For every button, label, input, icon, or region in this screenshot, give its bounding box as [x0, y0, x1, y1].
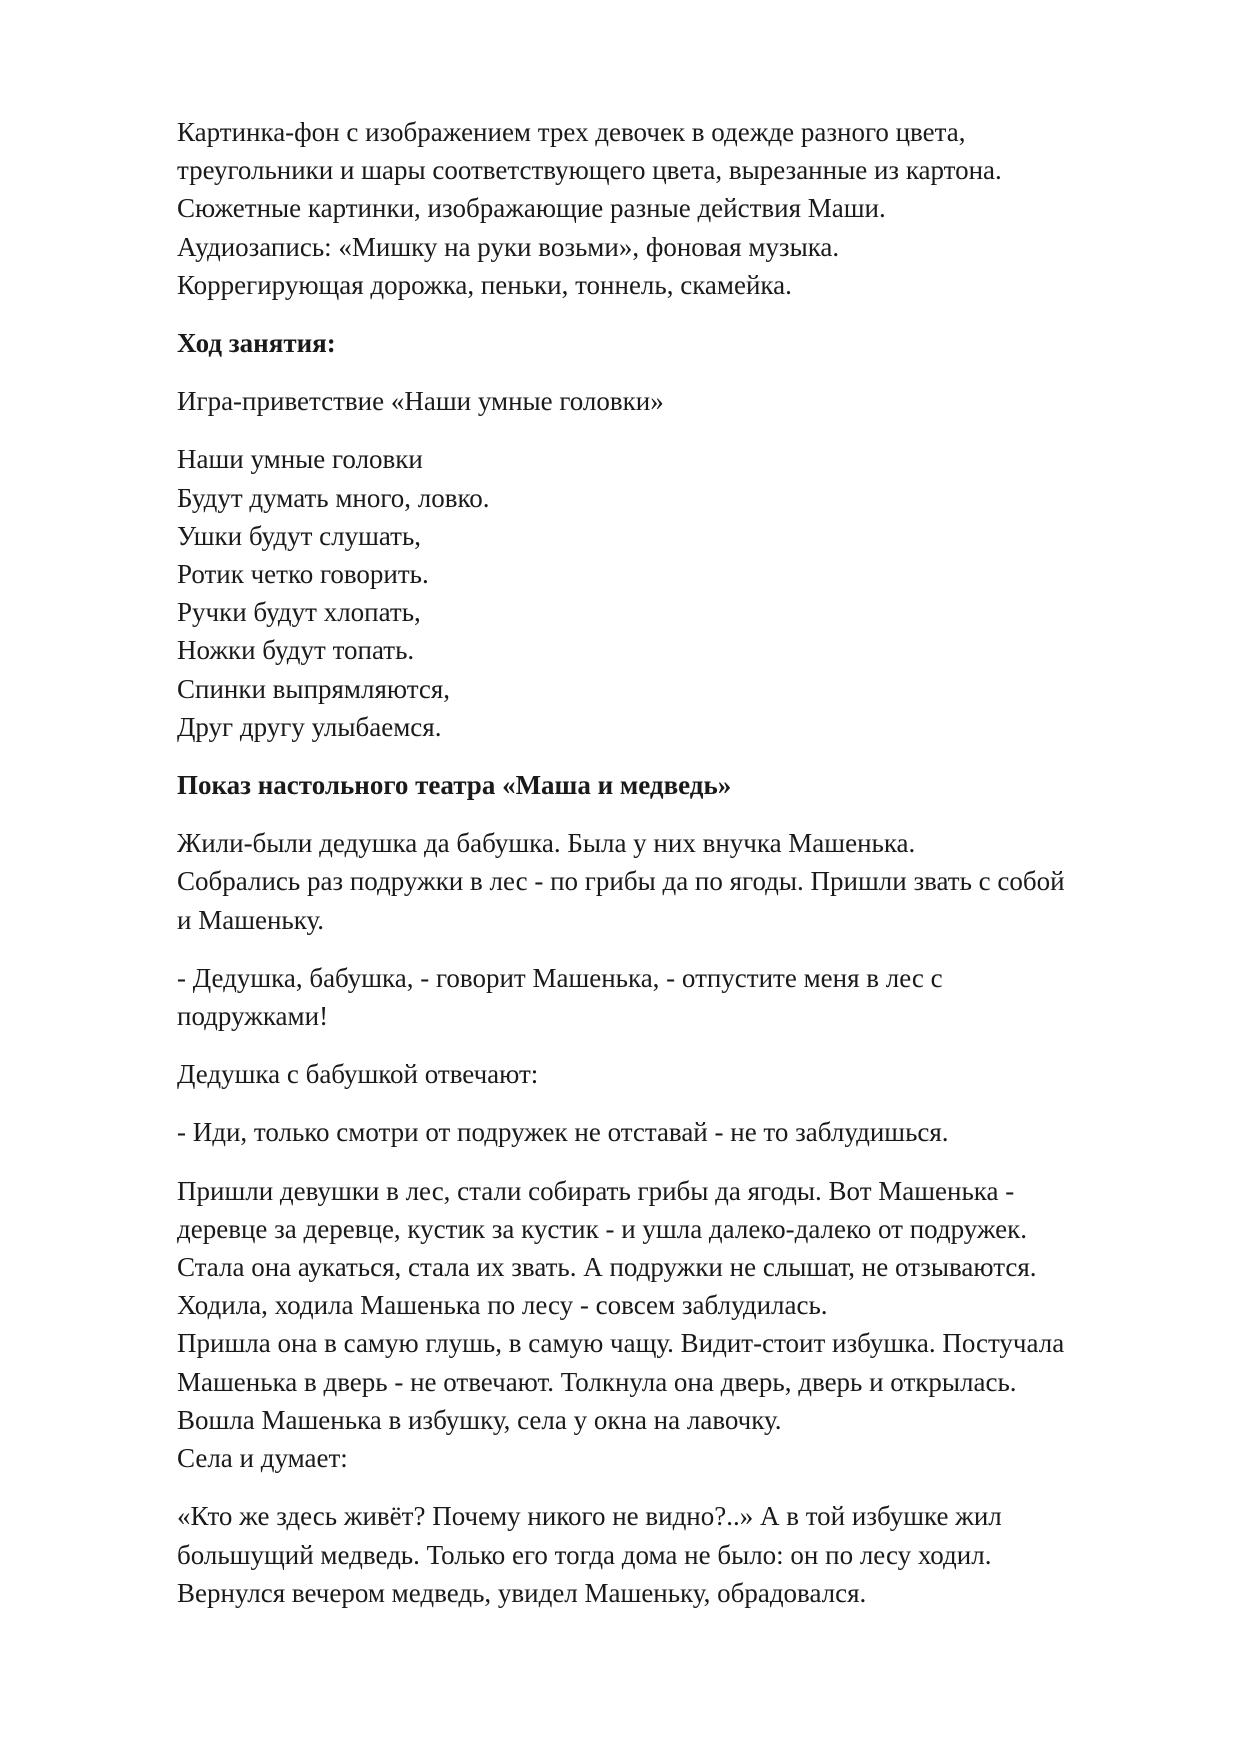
poem-line: Ручки будут хлопать, [177, 597, 421, 628]
poem-line: Ротик четко говорить. [177, 559, 429, 590]
story-line: - Иди, только смотри от подружек не отставай - не то заблудишься. [177, 1117, 949, 1148]
materials-line: Аудиозапись: «Мишку на руки возьми», фоновая музыка. [177, 231, 840, 262]
story-line: Дедушка с бабушкой отвечают: [177, 1059, 539, 1090]
greeting-title: Игра-приветствие «Наши умные головки» [177, 386, 664, 417]
document-page [177, 113, 1167, 1632]
story-line: Вернулся вечером медведь, увидел Машеньку, обрадовался. [177, 1577, 867, 1608]
story-line: Собрались раз подружки в лес - по грибы да по ягоды. Пришли звать с собой [177, 866, 1065, 897]
materials-list [177, 113, 1167, 304]
poem-line: Друг другу улыбаемся. [177, 711, 442, 742]
story-paragraph-2 [177, 959, 1167, 1035]
story-line: подружками! [177, 1001, 329, 1032]
story-paragraph-3 [177, 1055, 1167, 1093]
story-line: Стала она аукаться, стала их звать. А подружки не слышат, не отзываются. [177, 1252, 1037, 1283]
story-line: Пришли девушки в лес, стали собирать грибы да ягоды. Вот Машенька - [177, 1175, 1015, 1206]
materials-line: Коррегирующая дорожка, пеньки, тоннель, скамейка. [177, 269, 792, 300]
story-line: Жили-были дедушка да бабушка. Была у них внучка Машенька. [177, 828, 916, 859]
story-line: деревце за деревце, кустик за кустик - и ушла далеко-далеко от подружек. [177, 1213, 1028, 1244]
poem-line: Наши умные головки [177, 444, 423, 475]
story-line: Ходила, ходила Машенька по лесу - совсем заблудилась. [177, 1290, 828, 1321]
poem-line: Ножки будут топать. [177, 635, 415, 666]
materials-line: Картинка-фон с изображением трех девочек в одежде разного цвета, [177, 117, 966, 147]
poem-line: Ушки будут слушать, [177, 520, 422, 551]
course-heading: Ход занятия: [177, 328, 336, 359]
story-paragraph-6 [177, 1497, 1167, 1612]
poem-line: Будут думать много, ловко. [177, 482, 490, 513]
story-line: Села и думает: [177, 1443, 348, 1474]
story-paragraph-5 [177, 1172, 1167, 1478]
story-line: большущий медведь. Только его тогда дома не было: он по лесу ходил. [177, 1539, 992, 1570]
story-paragraph-1 [177, 824, 1167, 939]
poem-line: Спинки выпрямляются, [177, 673, 451, 704]
story-line: Машенька в дверь - не отвечают. Толкнула она дверь, дверь и открылась. [177, 1366, 1017, 1397]
story-line: «Кто же здесь живёт? Почему никого не видно?..» А в той избушке жил [177, 1501, 1002, 1532]
materials-line: треугольники и шары соответствующего цвета, вырезанные из картона. [177, 155, 1002, 186]
story-paragraph-4 [177, 1113, 1167, 1151]
story-line: Пришла она в самую глушь, в самую чащу. Видит-стоит избушка. Постучала [177, 1328, 1065, 1359]
greeting-poem [177, 440, 1167, 746]
story-line: - Дедушка, бабушка, - говорит Машенька, - отпустите меня в лес с [177, 962, 943, 993]
story-line: и Машеньку. [177, 904, 325, 935]
story-line: Вошла Машенька в избушку, села у окна на лавочку. [177, 1404, 782, 1435]
theatre-heading: Показ настольного театра «Маша и медведь» [177, 770, 732, 801]
materials-line: Сюжетные картинки, изображающие разные действия Маши. [177, 193, 886, 224]
